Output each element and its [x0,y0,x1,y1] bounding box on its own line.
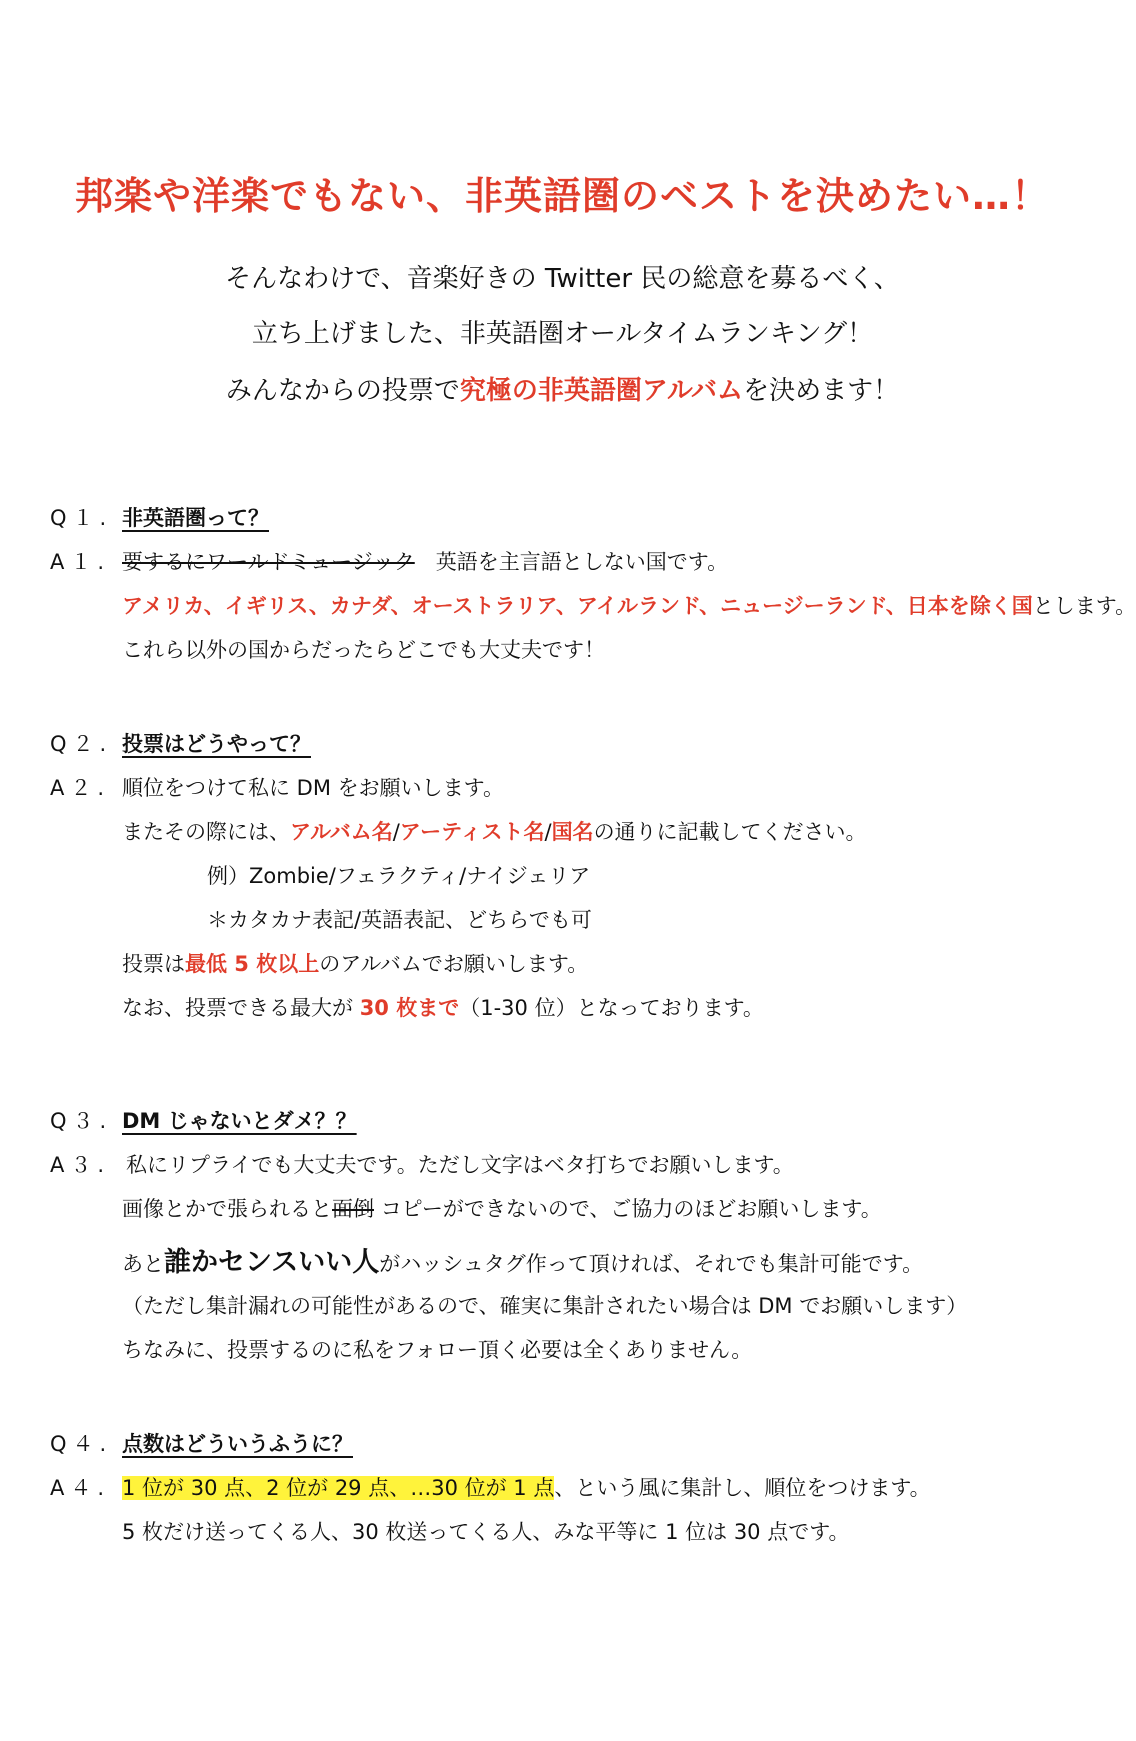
a3-line-1: 私にリプライでも大丈夫です。ただし文字はベタ打ちでお願いします。 [126,1153,794,1177]
intro-line-3-highlight: 究極の非英語圏アルバム [459,376,744,406]
a2-line-4-post: （1-30 位）となっております。 [459,996,764,1020]
a2-artist-name: アーティスト名 [399,820,545,844]
q3-label: Q３. [50,1109,113,1133]
q4-question: 点数はどういうふうに？ [122,1432,353,1456]
a3-emphasis: 誰かセンスいい人 [164,1247,380,1278]
q1-label: Q１. [50,506,113,530]
a3-line-4: （ただし集計漏れの可能性があるので、確実に集計されたい場合は DM でお願いします） [122,1294,968,1318]
a1-line-1-text: 英語を主言語としない国です。 [435,550,729,574]
a2-maximum: 30 枚まで [359,996,460,1020]
a3-line-2-post: コピーができないので、ご協力のほどお願いします。 [380,1197,882,1221]
a1-label: A１. [50,550,111,574]
q3-question: DM じゃないとダメ？？ [122,1109,357,1133]
a3-line-3-pre: あと [122,1252,164,1276]
q1-question: 非英語圏って？ [122,506,269,530]
a2-line-4-pre: なお、投票できる最大が [122,996,353,1020]
q2-question: 投票はどうやって？ [122,732,311,756]
a2-line-3 [122,948,588,978]
a2-line-3-post: のアルバムでお願いします。 [319,952,589,976]
a3-strikethrough: 面倒 [332,1197,374,1221]
a4-line-1-post: 、という風に集計し、順位をつけます。 [554,1476,931,1500]
intro-line-1: そんなわけで、音楽好きの Twitter 民の総意を募るべく、 [225,264,900,294]
intro-line-3-pre: みんなからの投票で [225,376,460,406]
a1-excluded-countries: アメリカ、イギリス、カナダ、オーストラリア、アイルランド、ニュージーランド、日本を除く国 [122,594,1033,618]
a2-line-3-pre: 投票は [122,952,185,976]
q2-label: Q２. [50,732,113,756]
page-title: 邦楽や洋楽でもない、非英語圏のベストを決めたい…！ [74,174,1050,218]
a3-line-2-pre: 画像とかで張られると [122,1197,332,1221]
a2-line-2-pre: またその際には、 [122,820,290,844]
a1-line-2 [122,590,1136,620]
a1-line-2-post: とします。 [1032,594,1136,618]
a4-highlight: 1 位が 30 点、2 位が 29 点、…30 位が 1 点 [122,1476,555,1500]
a3-line-5: ちなみに、投票するのに私をフォロー頂く必要は全くありません。 [122,1338,753,1362]
a3-line-3-post: がハッシュタグ作って頂ければ、それでも集計可能です。 [379,1252,924,1276]
intro-line-3-post: を決めます！ [743,376,900,406]
a3-line-3 [122,1240,923,1279]
a2-line-4 [122,992,764,1022]
a4-line-2: 5 枚だけ送ってくる人、30 枚送ってくる人、みな平等に 1 位は 30 点です。 [122,1520,850,1544]
a4-line-1 [122,1472,931,1502]
a2-label: A２. [50,776,111,800]
a2-note: ＊カタカナ表記/英語表記、どちらでも可 [207,908,592,932]
a2-line-2 [122,816,867,846]
a2-line-1: 順位をつけて私に DM をお願いします。 [122,776,504,800]
a2-separator-2: / [544,820,552,844]
a4-label: A４. [50,1476,111,1500]
a2-line-2-post: の通りに記載してください。 [593,820,867,844]
a2-separator-1: / [392,820,400,844]
a2-album-name: アルバム名 [290,820,393,844]
a1-line-3: これら以外の国からだったらどこでも大丈夫です！ [122,638,605,662]
a2-minimum: 最低 5 枚以上 [185,952,320,976]
a3-label: A３. [50,1153,111,1177]
q4-label: Q４. [50,1432,113,1456]
intro-line-3 [0,370,1125,407]
a3-line-2 [122,1193,882,1223]
a2-country-name: 国名 [551,820,594,844]
a2-example: 例）Zombie/フェラクティ/ナイジェリア [207,864,591,888]
a1-strikethrough: 要するにワールドミュージック [122,550,415,574]
intro-line-2: 立ち上げました、非英語圏オールタイムランキング！ [251,319,874,349]
a1-line-1 [122,546,728,576]
